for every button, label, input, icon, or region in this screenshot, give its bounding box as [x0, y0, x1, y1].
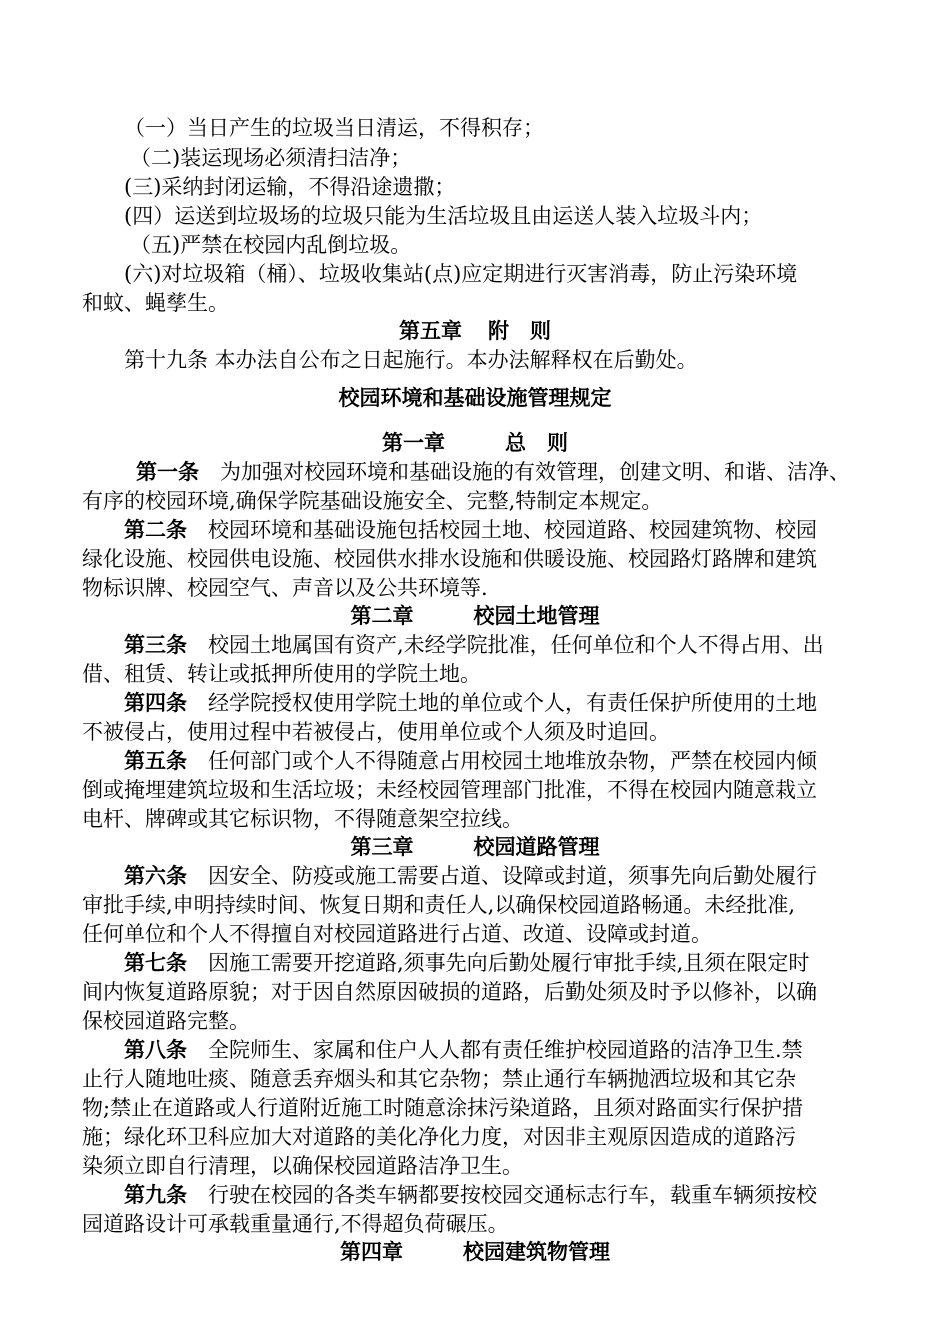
chapter-heading: 第三章 校园道路管理 [350, 834, 600, 859]
article-label: 第四条 [124, 690, 187, 715]
list-item: (三)采纳封闭运输，不得沿途遗撒； [124, 175, 456, 199]
chapter-heading: 第四章 校园建筑物管理 [340, 1239, 610, 1264]
article-line: 第五条 任何部门或个人不得随意占用校园土地堆放杂物，严禁在校园内倾 [124, 748, 817, 773]
article-line: 止行人随地吐痰、随意丢弃烟头和其它杂物；禁止通行车辆抛洒垃圾和其它杂 [82, 1067, 796, 1091]
chapter-heading: 第二章 校园土地管理 [350, 603, 600, 628]
article-line: 审批手续,申明持续时间、恢复日期和责任人,以确保校园道路畅通。未经批准, [82, 893, 796, 917]
article-line: 第三条 校园土地属国有资产,未经学院批准，任何单位和个人不得占用、出 [124, 632, 824, 657]
document-title: 校园环境和基础设施管理规定 [338, 385, 612, 410]
list-item-continuation: 和蚊、蝇孳生。 [82, 291, 229, 315]
list-item: （二)装运现场必须清扫洁净； [130, 146, 412, 170]
list-item: （一）当日产生的垃圾当日清运，不得积存； [124, 116, 544, 140]
article-line: 借、租赁、转让或抵押所使用的学院土地。 [82, 662, 481, 686]
article-line: 电杆、牌碑或其它标识物，不得随意架空拉线。 [82, 807, 523, 831]
article-line: 第八条 全院师生、家属和住户人人都有责任维护校园道路的洁净卫生.禁 [124, 1037, 803, 1062]
article-line: 保校园道路完整。 [82, 1009, 250, 1033]
chapter-heading: 第五章 附 则 [399, 318, 551, 343]
article-line: 第九条 行驶在校园的各类车辆都要按校园交通标志行车，载重车辆须按校 [124, 1182, 817, 1207]
article-label: 第一条 [136, 459, 199, 484]
article-line: 不被侵占，使用过程中若被侵占，使用单位或个人须及时追回。 [82, 720, 670, 744]
article-line: 施；绿化环卫科应加大对道路的美化净化力度，对因非主观原因造成的道路污 [82, 1125, 796, 1149]
list-item: （五)严禁在校园内乱倒垃圾。 [130, 233, 412, 257]
article-label: 第八条 [124, 1037, 187, 1062]
article-line: 第四条 经学院授权使用学院土地的单位或个人，有责任保护所使用的土地 [124, 690, 817, 715]
article-line: 有序的校园环境,确保学院基础设施安全、完整,特制定本规定。 [82, 489, 663, 513]
article-label: 第七条 [124, 950, 187, 975]
article-line: 第二条 校园环境和基础设施包括校园土地、校园道路、校园建筑物、校园 [124, 517, 817, 542]
article-label: 第五条 [124, 748, 187, 773]
article-line: 倒或掩埋建筑垃圾和生活垃圾；未经校园管理部门批准，不得在校园内随意栽立 [82, 778, 817, 802]
article-line: 绿化设施、校园供电设施、校园供水排水设施和供暖设施、校园路灯路牌和建筑 [82, 547, 817, 571]
article-line: 物;禁止在道路或人行道附近施工时随意涂抹污染道路，且须对路面实行保护措 [82, 1096, 804, 1120]
chapter-heading: 第一章 总 则 [382, 430, 568, 455]
article-19: 第十九条 本办法自公布之日起施行。本办法解释权在后勤处。 [124, 348, 698, 372]
article-line: 间内恢复道路原貌；对于因自然原因破损的道路，后勤处须及时予以修补，以确 [82, 980, 817, 1004]
article-label: 第九条 [124, 1182, 187, 1207]
article-line: 园道路设计可承载重量通行,不得超负荷碾压。 [82, 1212, 509, 1236]
article-line: 第七条 因施工需要开挖道路,须事先向后勤处履行审批手续,且须在限定时 [124, 950, 810, 975]
list-item: (四）运送到垃圾场的垃圾只能为生活垃圾且由运送人装入垃圾斗内； [124, 204, 763, 228]
article-line: 第一条 为加强对校园环境和基础设施的有效管理，创建文明、和谐、洁净、 [136, 459, 850, 484]
article-line: 第六条 因安全、防疫或施工需要占道、设障或封道，须事先向后勤处履行 [124, 863, 817, 888]
article-label: 第二条 [124, 517, 187, 542]
article-line: 物标识牌、校园空气、声音以及公共环境等. [82, 576, 488, 600]
article-label: 第三条 [124, 632, 187, 657]
article-line: 任何单位和个人不得擅自对校园道路进行占道、改道、设障或封道。 [82, 922, 712, 946]
article-label: 第六条 [124, 863, 187, 888]
article-line: 染须立即自行清理，以确保校园道路洁净卫生。 [82, 1154, 523, 1178]
list-item: (六)对垃圾箱（桶）、垃圾收集站(点)应定期进行灭害消毒，防止污染环境 [124, 262, 798, 286]
